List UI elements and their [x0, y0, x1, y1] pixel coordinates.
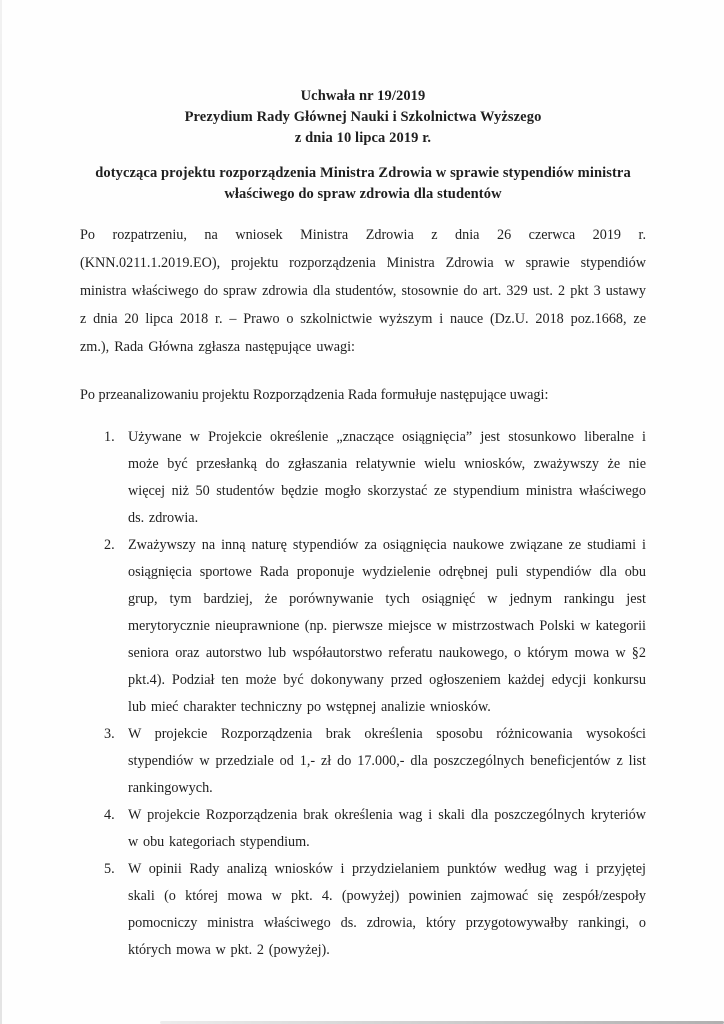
intro-paragraph: Po rozpatrzeniu, na wniosek Ministra Zdrowia z dnia 26 czerwca 2019 r. (KNN.0211.1.2019.EO), projektu rozporządzenia Ministra Zdrowia w sprawie stypendiów ministra właściwego do spraw zdrowia dla studentów, stosownie do art. 329 ust. 2 pkt 3 ustawy z dnia 20 lipca 2018 r. – Prawo o szkolnictwie wyższym i nauce (Dz.U. 2018 poz.1668, ze zm.), Rada Główna zgłasza następujące uwagi:	[80, 227, 646, 355]
remarks-list	[80, 424, 646, 964]
remark-text: Używane w Projekcie określenie „znaczące osiągnięcia” jest stosunkowo liberalne i może być przesłanką do zgłaszania relatywnie wielu wniosków, zważywszy że nie więcej niż 50 studentów będzie mogło skorzystać ze stypendium ministra właściwego ds. zdrowia.	[128, 429, 646, 526]
title-line-date: z dnia 10 lipca 2019 r.	[294, 130, 432, 146]
remark-text: Zważywszy na inną naturę stypendiów za osiągnięcia naukowe związane ze studiami i osiągnięcia sportowe Rada proponuje wydzielenie odrębnej puli stypendiów dla obu grup, tym bardziej, że porównywanie tych osiągnięć w jednym rankingu jest merytorycznie nieuprawnione (np. pierwsze miejsce w mistrzostwach Polski w kategorii seniora oraz autorstwo lub współautorstwo referatu naukowego, o którym mowa w §2 pkt.4). Podział ten może być dokonywany przed ogłoszeniem każdej edycji konkursu lub mieć charakter techniczny po wstępnej analizie wniosków.	[128, 537, 646, 715]
remark-item-5	[80, 856, 646, 964]
document-content	[80, 86, 646, 964]
document-subject: dotycząca projektu rozporządzenia Ministra Zdrowia w sprawie stypendiów ministra właściwego do spraw zdrowia dla studentów	[95, 165, 631, 202]
title-line-resolution-number: Uchwała nr 19/2019	[300, 88, 426, 104]
remarks-heading: Po przeanalizowaniu projektu Rozporządzenia Rada formułuje następujące uwagi:	[80, 387, 549, 403]
remark-number: 4.	[104, 807, 115, 823]
remark-item-4	[80, 802, 646, 856]
remark-text: W opinii Rady analizą wniosków i przydzielaniem punktów według wag i przyjętej skali (o której mowa w pkt. 4. (powyżej) powinien zajmować się zespół/zespoły pomocniczy ministra właściwego ds. zdrowia, który przygotowywałby rankingi, o których mowa w pkt. 2 (powyżej).	[128, 861, 646, 958]
remark-text: W projekcie Rozporządzenia brak określenia wag i skali dla poszczególnych kryteriów w obu kategoriach stypendium.	[128, 807, 646, 850]
remark-item-3	[80, 721, 646, 802]
remark-number: 3.	[104, 726, 115, 742]
remark-number: 1.	[104, 429, 115, 445]
scan-left-edge-artifact	[0, 0, 2, 1024]
title-line-issuing-body: Prezydium Rady Głównej Nauki i Szkolnictwa Wyższego	[184, 109, 542, 125]
remark-number: 2.	[104, 537, 115, 553]
remark-item-2	[80, 532, 646, 721]
remark-number: 5.	[104, 861, 115, 877]
document-title	[80, 86, 646, 149]
remark-item-1	[80, 424, 646, 532]
remark-text: W projekcie Rozporządzenia brak określenia sposobu różnicowania wysokości stypendiów w przedziale od 1,- zł do 17.000,- dla poszczególnych beneficjentów z list rankingowych.	[128, 726, 646, 796]
